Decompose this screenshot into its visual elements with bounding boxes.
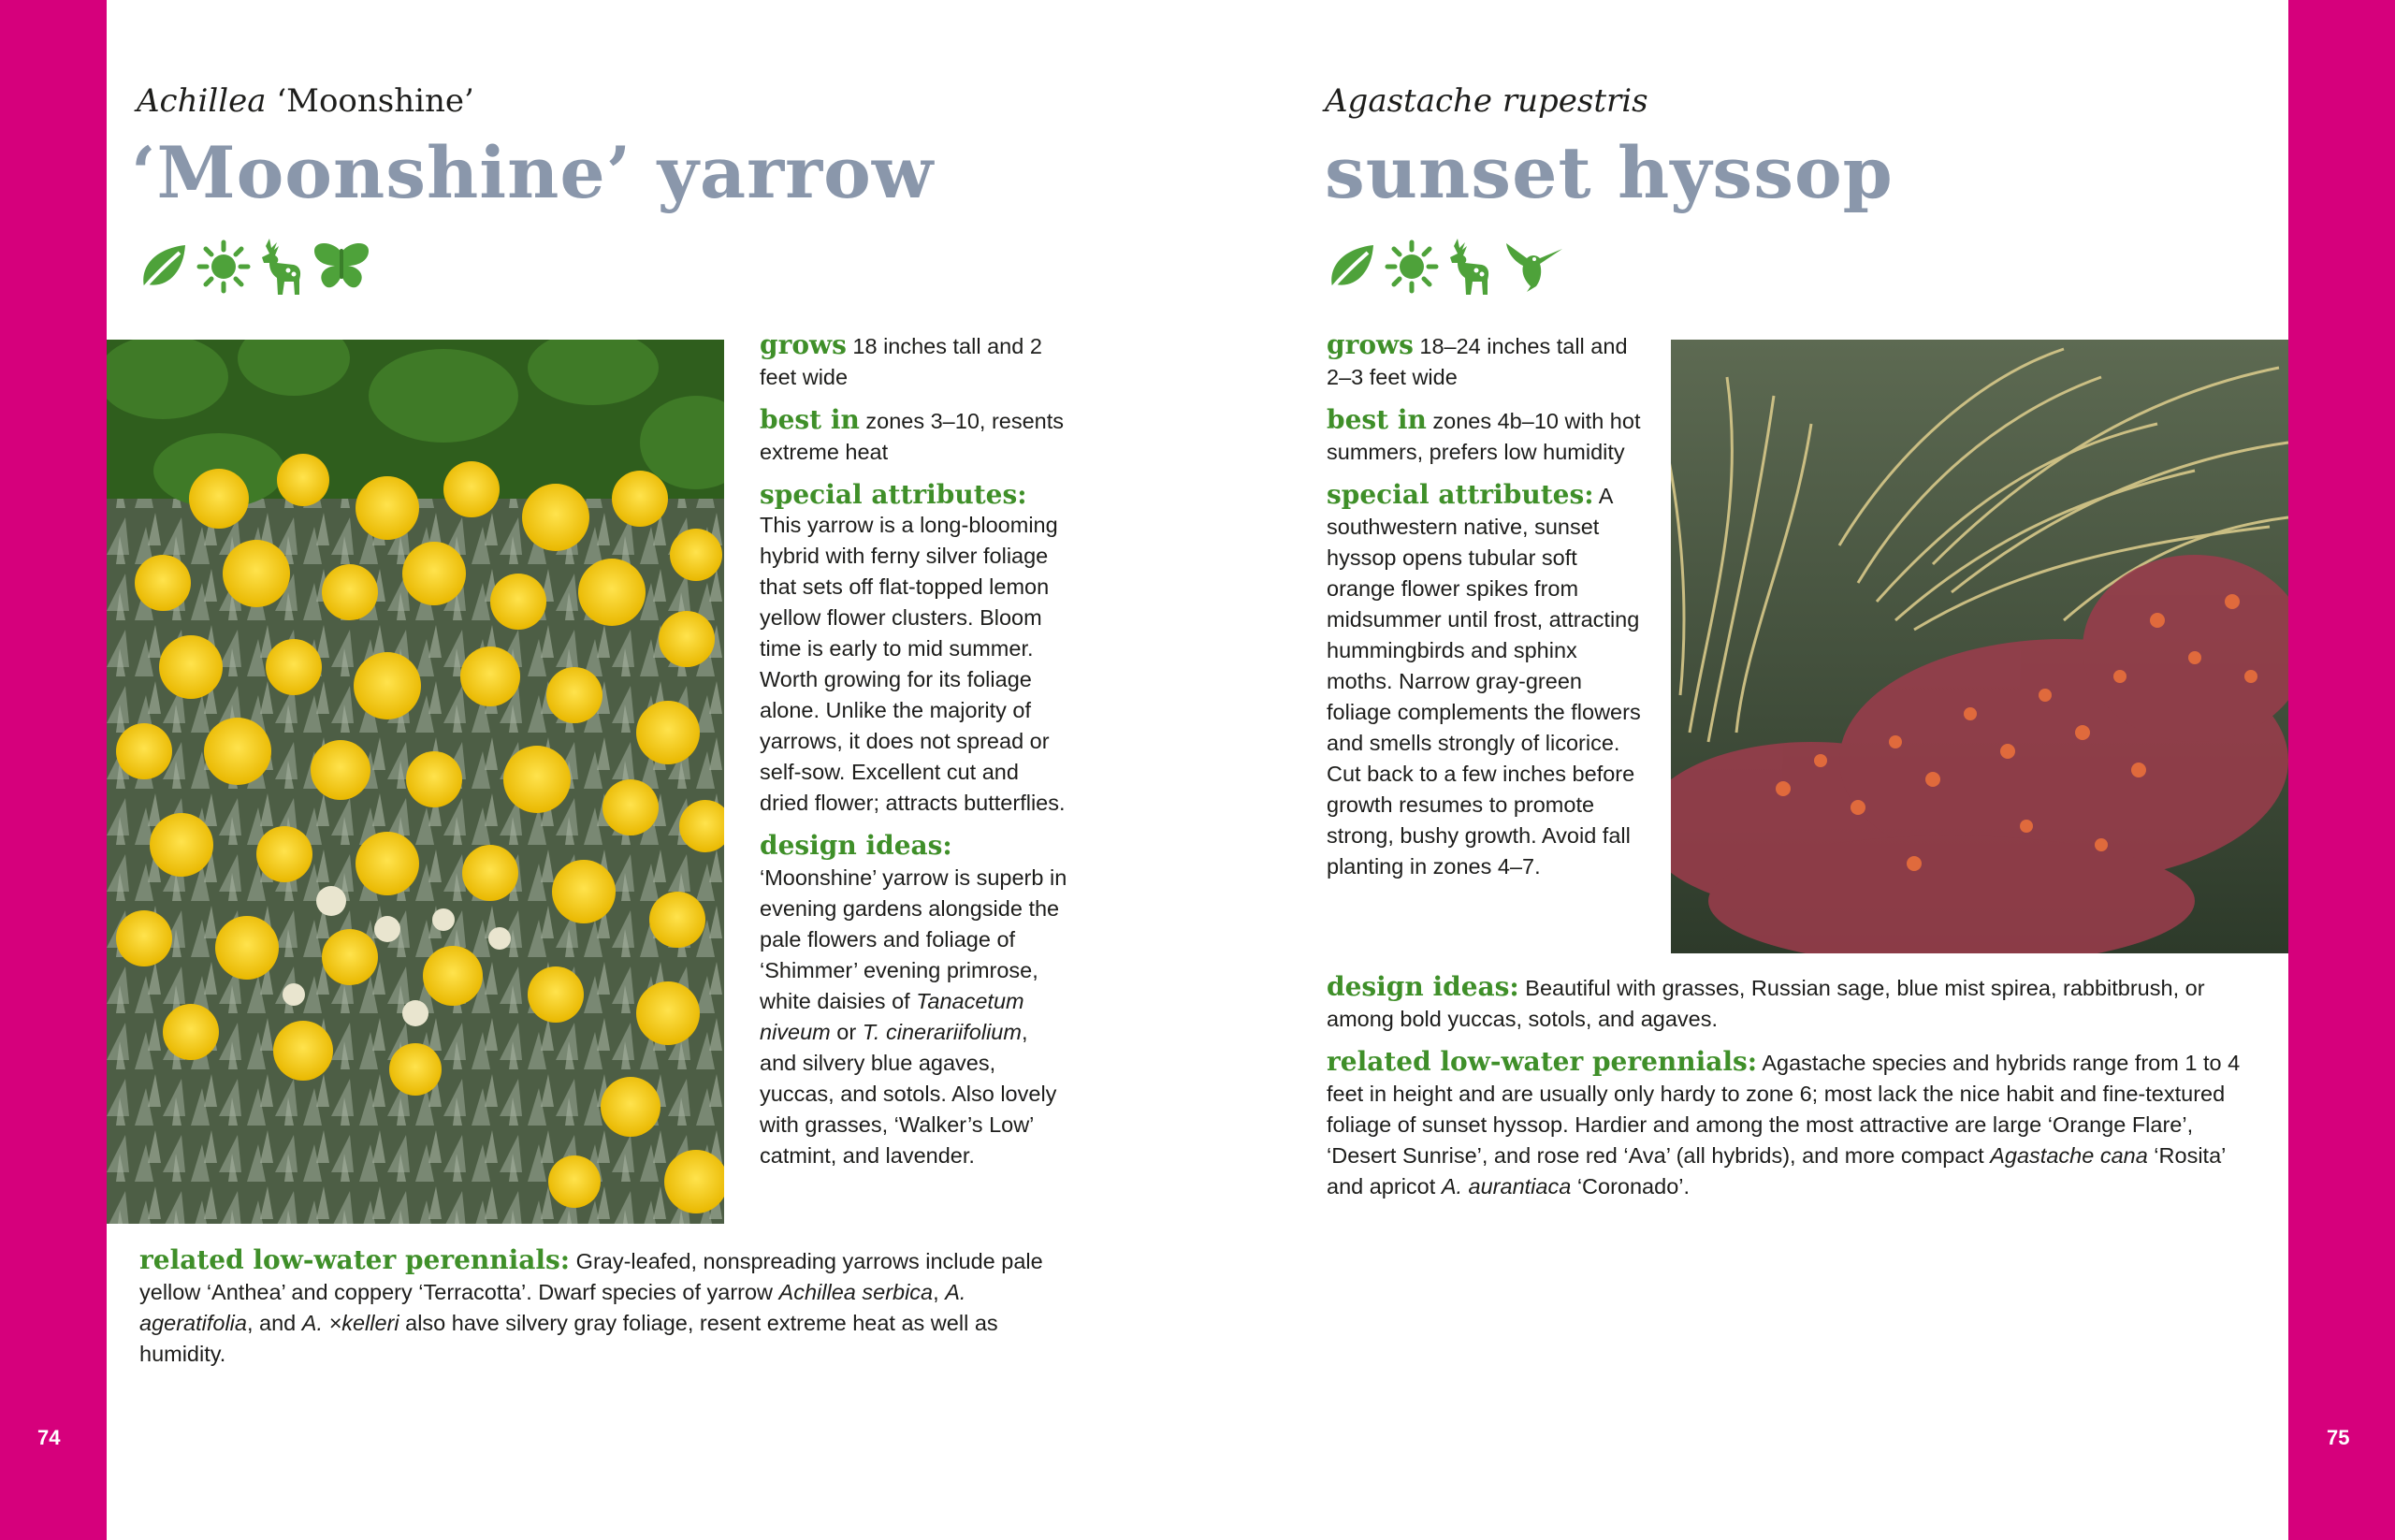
right-bottom-column bbox=[1327, 971, 2262, 1213]
related-perennials-left: related low-water perennials: Gray-leafed, nonspreading yarrows include pale yellow ‘Anthea’ and coppery ‘Terracotta’. Dwarf species of yarrow Achillea serbica, A. ageratifolia, and A. ×kelleri also have silvery gray foliage, resent extreme heat as well as humidity. bbox=[139, 1244, 1043, 1366]
grows-left: grows 18 inches tall and 2 feet wide bbox=[760, 329, 1042, 389]
leaf-icon bbox=[137, 240, 191, 294]
yarrow-photo bbox=[107, 340, 724, 1224]
design-ideas-right: design ideas: Beautiful with grasses, Russian sage, blue mist spirea, rabbitbrush, or among bold yuccas, sotols, and agaves. bbox=[1327, 971, 2205, 1031]
special-attributes-right: special attributes: A southwestern native, sunset hyssop opens tubular soft orange flower spikes from midsummer until frost, attracting hummingbirds and sphinx moths. Narrow gray-green foliage complements the flowers and smells strongly of licorice. Cut back to a few inches before growth resumes to promote strong, bushy growth. Avoid fall planting in zones 4–7. bbox=[1327, 479, 1641, 879]
deer-icon bbox=[1444, 237, 1493, 297]
grows-right: grows 18–24 inches tall and 2–3 feet wide bbox=[1327, 329, 1628, 389]
special-attributes-left: special attributes: This yarrow is a long-blooming hybrid with ferny silver foliage that sets off flat-topped lemon yellow flower clusters. Bloom time is early to mid summer. Worth growing for its foliage alone. Unlike the majority of yarrows, it does not spread or self-sow. Excellent cut and dried flower; attracts butterflies. bbox=[760, 479, 1066, 815]
latin-name-left: Achillea ‘Moonshine’ bbox=[137, 82, 474, 120]
leaf-icon bbox=[1325, 240, 1379, 294]
related-perennials-right: related low-water perennials: Agastache species and hybrids range from 1 to 4 feet in height and are usually only hardy to zone 6; most lack the nice habit and fine-textured foliage of sunset hyssop. Hardier and among the most attractive are large ‘Orange Flare’, ‘Desert Sunrise’, and rose red ‘Ava’ (all hybrids), and more compact Agastache cana ‘Rosita’ and apricot A. aurantiaca ‘Coronado’. bbox=[1327, 1046, 2241, 1199]
best-in-right: best in zones 4b–10 with hot summers, prefers low humidity bbox=[1327, 404, 1641, 464]
page-number-left: 74 bbox=[37, 1426, 61, 1449]
icon-row-right bbox=[1325, 234, 1564, 299]
page-number-right: 75 bbox=[2327, 1426, 2350, 1449]
best-in-left: best in zones 3–10, resents extreme heat bbox=[760, 404, 1065, 464]
design-ideas-left: design ideas: ‘Moonshine’ yarrow is superb in evening gardens alongside the pale flowers and foliage of ‘Shimmer’ evening primrose, white daisies of Tanacetum niveum or T. cinerariifolium, and silvery blue agaves, yuccas, and sotols. Also lovely with grasses, ‘Walker’s Low’ catmint, and lavender. bbox=[760, 830, 1067, 1168]
latin-name-right: Agastache rupestris bbox=[1325, 82, 1648, 120]
right-margin-bar bbox=[2288, 0, 2395, 1540]
sun-icon bbox=[196, 240, 251, 294]
deer-icon bbox=[256, 237, 305, 297]
left-margin-bar bbox=[0, 0, 107, 1540]
icon-row-left bbox=[137, 234, 372, 299]
hyssop-photo bbox=[1671, 340, 2288, 953]
hummingbird-icon bbox=[1499, 240, 1564, 294]
common-name-left: ‘Moonshine’ yarrow bbox=[131, 131, 935, 214]
butterfly-icon bbox=[311, 240, 372, 294]
right-attributes-column bbox=[1327, 329, 1645, 893]
left-attributes-column bbox=[760, 329, 1068, 1183]
common-name-right: sunset hyssop bbox=[1325, 131, 1894, 214]
sun-icon bbox=[1385, 240, 1439, 294]
